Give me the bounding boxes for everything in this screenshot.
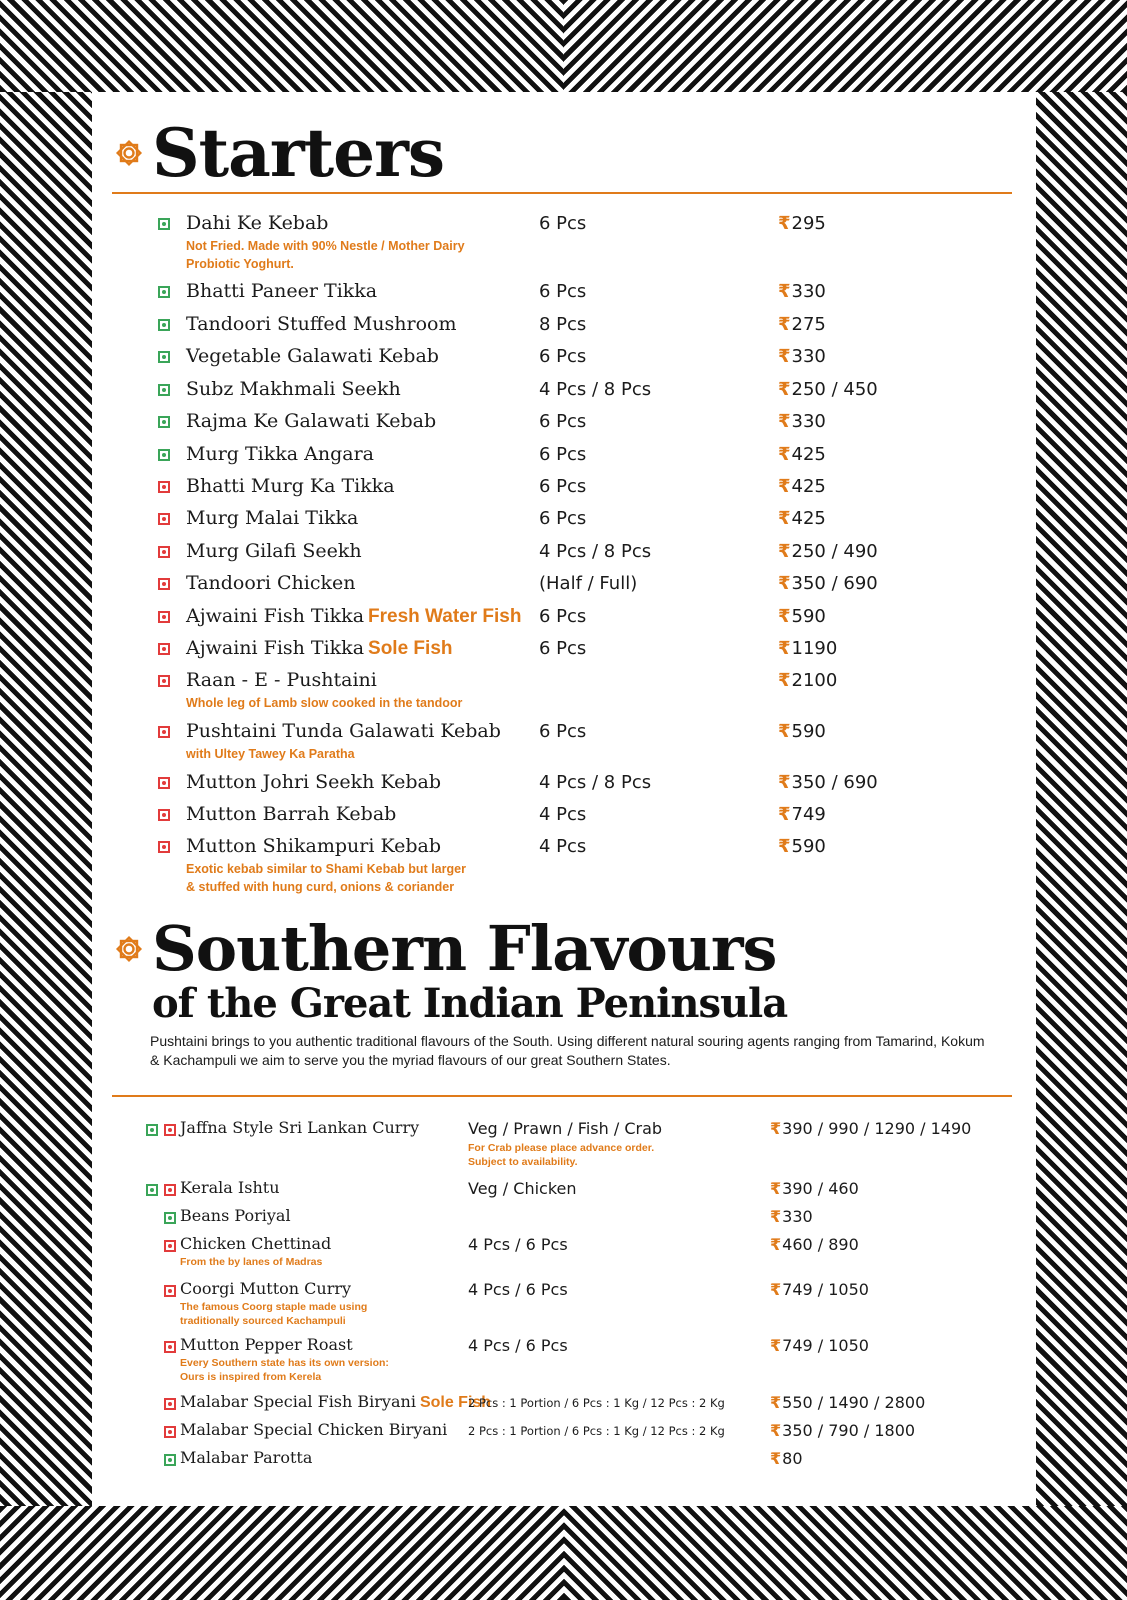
- price-value: 425: [791, 444, 826, 465]
- rupee-icon: ₹: [778, 573, 791, 594]
- dish-name: [186, 669, 377, 691]
- dish-name-text: Mutton Pepper Roast: [180, 1335, 353, 1354]
- dish-quantity: 4 Pcs: [539, 836, 587, 857]
- rupee-icon: ₹: [778, 411, 791, 432]
- rupee-icon: ₹: [778, 314, 791, 335]
- nonveg-icon: [164, 1285, 176, 1297]
- dish-note: Every Southern state has its own version: Ours is inspired from Kerela: [180, 1357, 389, 1383]
- rupee-icon: ₹: [778, 804, 791, 825]
- nonveg-icon: [158, 809, 170, 821]
- dish-tag: Fresh Water Fish: [368, 606, 522, 627]
- nonveg-icon: [164, 1398, 176, 1410]
- dish-quantity: 8 Pcs: [539, 314, 587, 335]
- rupee-icon: ₹: [770, 1393, 782, 1412]
- dish-price: [778, 411, 826, 432]
- rupee-icon: ₹: [778, 508, 791, 529]
- veg-icon: [164, 1212, 176, 1224]
- dish-name-text: Ajwaini Fish Tikka: [186, 605, 365, 627]
- dish-note: The famous Coorg staple made using traditionally sourced Kachampuli: [180, 1301, 368, 1327]
- dish-name-text: Beans Poriyal: [180, 1206, 291, 1225]
- rupee-icon: ₹: [778, 476, 791, 497]
- southern-header: [112, 912, 777, 985]
- dish-name: [180, 1178, 280, 1197]
- dish-name-text: Malabar Special Chicken Biryani: [180, 1420, 448, 1439]
- dish-name-text: Bhatti Paneer Tikka: [186, 280, 378, 302]
- rupee-icon: ₹: [778, 213, 791, 234]
- price-value: 749 / 1050: [782, 1280, 869, 1299]
- dish-quantity: Veg / Prawn / Fish / Crab: [468, 1119, 663, 1138]
- dish-name-text: Tandoori Chicken: [186, 572, 356, 594]
- dish-name-text: Murg Gilafi Seekh: [186, 540, 362, 562]
- top-border-pattern: [0, 0, 1127, 92]
- price-value: 330: [791, 281, 826, 302]
- dish-price: [778, 314, 826, 335]
- price-value: 390 / 990 / 1290 / 1490: [782, 1119, 972, 1138]
- dish-name: [186, 803, 396, 825]
- veg-icon: [158, 319, 170, 331]
- price-value: 425: [791, 508, 826, 529]
- dish-quantity: 6 Pcs: [539, 444, 587, 465]
- rupee-icon: ₹: [778, 346, 791, 367]
- dish-quantity: 6 Pcs: [539, 606, 587, 627]
- dish-name-text: Mutton Barrah Kebab: [186, 803, 397, 825]
- price-value: 330: [782, 1207, 813, 1226]
- rupee-icon: ₹: [778, 606, 791, 627]
- dish-price: [778, 638, 837, 659]
- rupee-icon: ₹: [778, 670, 791, 691]
- starters-title: Starters: [152, 114, 445, 192]
- dish-name-text: Jaffna Style Sri Lankan Curry: [180, 1118, 420, 1137]
- dish-name: [180, 1392, 491, 1412]
- price-value: 350 / 690: [791, 573, 878, 594]
- dish-quantity: 6 Pcs: [539, 476, 587, 497]
- price-value: 550 / 1490 / 2800: [782, 1393, 926, 1412]
- dish-quantity: 6 Pcs: [539, 721, 587, 742]
- dish-name-text: Mutton Johri Seekh Kebab: [186, 771, 442, 793]
- dish-name: [186, 637, 453, 660]
- nonveg-icon: [158, 513, 170, 525]
- dish-price: [778, 346, 826, 367]
- price-value: 250 / 450: [791, 379, 878, 400]
- flower-icon: [112, 932, 146, 966]
- starters-divider: [112, 192, 1012, 194]
- dish-name: [186, 345, 439, 367]
- dish-name-text: Malabar Parotta: [180, 1448, 313, 1467]
- dish-name: [186, 313, 457, 335]
- price-value: 749: [791, 804, 826, 825]
- menu-panel: [92, 92, 1036, 1506]
- rupee-icon: ₹: [770, 1280, 782, 1299]
- rupee-icon: ₹: [778, 281, 791, 302]
- southern-title: Southern Flavours: [152, 912, 777, 985]
- dish-price: [770, 1207, 813, 1226]
- dish-price: [778, 606, 826, 627]
- quantity-note: For Crab please place advance order. Subject to availability.: [468, 1142, 655, 1168]
- veg-icon: [158, 416, 170, 428]
- price-value: 590: [791, 606, 826, 627]
- nonveg-icon: [158, 841, 170, 853]
- dish-name: [186, 443, 374, 465]
- dish-price: [778, 836, 826, 857]
- dish-note: with Ultey Tawey Ka Paratha: [186, 747, 355, 761]
- dish-quantity: 4 Pcs: [539, 804, 587, 825]
- rupee-icon: ₹: [770, 1449, 782, 1468]
- rupee-icon: ₹: [770, 1235, 782, 1254]
- nonveg-icon: [158, 481, 170, 493]
- dish-name: [180, 1206, 291, 1225]
- dish-quantity: 2 Pcs : 1 Portion / 6 Pcs : 1 Kg / 12 Pcs : 2 Kg: [468, 1396, 725, 1410]
- dish-note: Not Fried. Made with 90% Nestle / Mother Dairy Probiotic Yoghurt.: [186, 239, 465, 271]
- price-value: 250 / 490: [791, 541, 878, 562]
- dish-name: [180, 1234, 331, 1253]
- dish-note: From the by lanes of Madras: [180, 1256, 323, 1268]
- nonveg-icon: [158, 611, 170, 623]
- veg-icon: [158, 384, 170, 396]
- veg-icon: [164, 1454, 176, 1466]
- dish-note: Exotic kebab similar to Shami Kebab but larger & stuffed with hung curd, onions & coriander: [186, 862, 466, 894]
- dish-name-text: Raan - E - Pushtaini: [186, 669, 377, 691]
- dish-name: [180, 1420, 447, 1439]
- dish-price: [778, 541, 878, 562]
- nonveg-icon: [158, 546, 170, 558]
- nonveg-icon: [164, 1341, 176, 1353]
- price-value: 590: [791, 721, 826, 742]
- dish-name: [186, 572, 356, 594]
- rupee-icon: ₹: [778, 541, 791, 562]
- price-value: 330: [791, 411, 826, 432]
- dish-quantity: 6 Pcs: [539, 346, 587, 367]
- dish-quantity: 2 Pcs : 1 Portion / 6 Pcs : 1 Kg / 12 Pcs : 2 Kg: [468, 1424, 725, 1438]
- dish-name: [186, 771, 441, 793]
- dish-name: [186, 507, 358, 529]
- dish-quantity: 6 Pcs: [539, 213, 587, 234]
- dish-price: [778, 281, 826, 302]
- dish-name-text: Murg Tikka Angara: [186, 443, 374, 465]
- dish-quantity: 6 Pcs: [539, 638, 587, 659]
- dish-price: [778, 721, 826, 742]
- rupee-icon: ₹: [778, 444, 791, 465]
- rupee-icon: ₹: [778, 772, 791, 793]
- flower-icon: [112, 136, 146, 170]
- nonveg-icon: [158, 578, 170, 590]
- dish-quantity: 4 Pcs / 6 Pcs: [468, 1336, 568, 1355]
- starters-header: [112, 114, 445, 192]
- veg-icon: [158, 449, 170, 461]
- dish-name: [186, 605, 521, 628]
- southern-divider: [112, 1095, 1012, 1097]
- dish-name-text: Chicken Chettinad: [180, 1234, 332, 1253]
- dish-price: [770, 1179, 859, 1198]
- dish-name: [186, 720, 501, 742]
- dish-name-text: Vegetable Galawati Kebab: [186, 345, 439, 367]
- dish-price: [778, 804, 826, 825]
- nonveg-icon: [164, 1184, 176, 1196]
- dish-price: [770, 1280, 869, 1299]
- dish-name: [186, 540, 362, 562]
- bottom-border-pattern: [0, 1506, 1127, 1600]
- veg-icon: [158, 286, 170, 298]
- nonveg-icon: [158, 675, 170, 687]
- dish-price: [770, 1449, 803, 1468]
- dish-name-text: Murg Malai Tikka: [186, 507, 359, 529]
- rupee-icon: ₹: [770, 1179, 782, 1198]
- nonveg-icon: [158, 726, 170, 738]
- rupee-icon: ₹: [770, 1119, 782, 1138]
- dish-name-text: Bhatti Murg Ka Tikka: [186, 475, 395, 497]
- dish-price: [770, 1421, 915, 1440]
- dish-name: [186, 280, 377, 302]
- price-value: 295: [791, 213, 826, 234]
- price-value: 390 / 460: [782, 1179, 859, 1198]
- dish-price: [770, 1119, 971, 1138]
- dish-quantity: 6 Pcs: [539, 508, 587, 529]
- dish-name: [186, 410, 436, 432]
- dish-quantity: 4 Pcs / 8 Pcs: [539, 772, 652, 793]
- dish-price: [778, 670, 837, 691]
- dish-quantity: 6 Pcs: [539, 411, 587, 432]
- veg-icon: [158, 218, 170, 230]
- price-value: 425: [791, 476, 826, 497]
- dish-tag: Sole Fish: [368, 638, 453, 659]
- rupee-icon: ₹: [770, 1421, 782, 1440]
- dish-price: [778, 476, 826, 497]
- dish-name: [180, 1118, 419, 1137]
- price-value: 80: [782, 1449, 803, 1468]
- dish-name: [186, 378, 401, 400]
- southern-subtitle: of the Great Indian Peninsula: [152, 980, 788, 1027]
- dish-name-text: Malabar Special Fish Biryani: [180, 1392, 416, 1411]
- dish-price: [770, 1235, 859, 1254]
- dish-name-text: Rajma Ke Galawati Kebab: [186, 410, 437, 432]
- dish-price: [770, 1393, 925, 1412]
- dish-name-text: Mutton Shikampuri Kebab: [186, 835, 442, 857]
- dish-name: [186, 835, 441, 857]
- price-value: 350 / 690: [791, 772, 878, 793]
- nonveg-icon: [164, 1124, 176, 1136]
- nonveg-icon: [158, 777, 170, 789]
- rupee-icon: ₹: [778, 379, 791, 400]
- dish-price: [778, 213, 826, 234]
- dish-name: [180, 1335, 353, 1354]
- dish-name-text: Ajwaini Fish Tikka: [186, 637, 365, 659]
- southern-intro: Pushtaini brings to you authentic traditional flavours of the South. Using different natural souring agents ranging from Tamarind, Kokum & Kachampuli we aim to serve you the myriad flavours of our great Southern States.: [150, 1033, 985, 1068]
- dish-name-text: Subz Makhmali Seekh: [186, 378, 401, 400]
- dish-price: [778, 772, 878, 793]
- price-value: 330: [791, 346, 826, 367]
- dish-quantity: 4 Pcs / 6 Pcs: [468, 1235, 568, 1254]
- nonveg-icon: [164, 1426, 176, 1438]
- dish-quantity: (Half / Full): [539, 573, 638, 594]
- price-value: 460 / 890: [782, 1235, 859, 1254]
- dish-name-text: Coorgi Mutton Curry: [180, 1279, 352, 1298]
- dish-name: [180, 1279, 351, 1298]
- dish-tag: Sole Fish: [419, 1394, 492, 1411]
- dish-quantity: 4 Pcs / 8 Pcs: [539, 541, 652, 562]
- rupee-icon: ₹: [770, 1336, 782, 1355]
- dish-quantity: 6 Pcs: [539, 281, 587, 302]
- dish-name: [180, 1448, 312, 1467]
- dish-name: [186, 475, 395, 497]
- dish-name-text: Dahi Ke Kebab: [186, 212, 329, 234]
- rupee-icon: ₹: [770, 1207, 782, 1226]
- dish-quantity: Veg / Chicken: [468, 1179, 577, 1198]
- dish-price: [778, 379, 878, 400]
- dish-name-text: Pushtaini Tunda Galawati Kebab: [186, 720, 501, 742]
- dish-name: [186, 212, 328, 234]
- veg-icon: [146, 1124, 158, 1136]
- dish-price: [778, 508, 826, 529]
- price-value: 1190: [791, 638, 838, 659]
- price-value: 2100: [791, 670, 838, 691]
- dish-quantity: 4 Pcs / 8 Pcs: [539, 379, 652, 400]
- dish-price: [778, 444, 826, 465]
- price-value: 749 / 1050: [782, 1336, 869, 1355]
- dish-price: [770, 1336, 869, 1355]
- veg-icon: [158, 351, 170, 363]
- dish-name-text: Kerala Ishtu: [180, 1178, 280, 1197]
- veg-icon: [146, 1184, 158, 1196]
- rupee-icon: ₹: [778, 721, 791, 742]
- dish-note: Whole leg of Lamb slow cooked in the tandoor: [186, 696, 463, 710]
- nonveg-icon: [158, 643, 170, 655]
- rupee-icon: ₹: [778, 638, 791, 659]
- price-value: 350 / 790 / 1800: [782, 1421, 916, 1440]
- dish-price: [778, 573, 878, 594]
- price-value: 590: [791, 836, 826, 857]
- dish-name-text: Tandoori Stuffed Mushroom: [186, 313, 457, 335]
- nonveg-icon: [164, 1240, 176, 1252]
- rupee-icon: ₹: [778, 836, 791, 857]
- dish-quantity: 4 Pcs / 6 Pcs: [468, 1280, 568, 1299]
- price-value: 275: [791, 314, 826, 335]
